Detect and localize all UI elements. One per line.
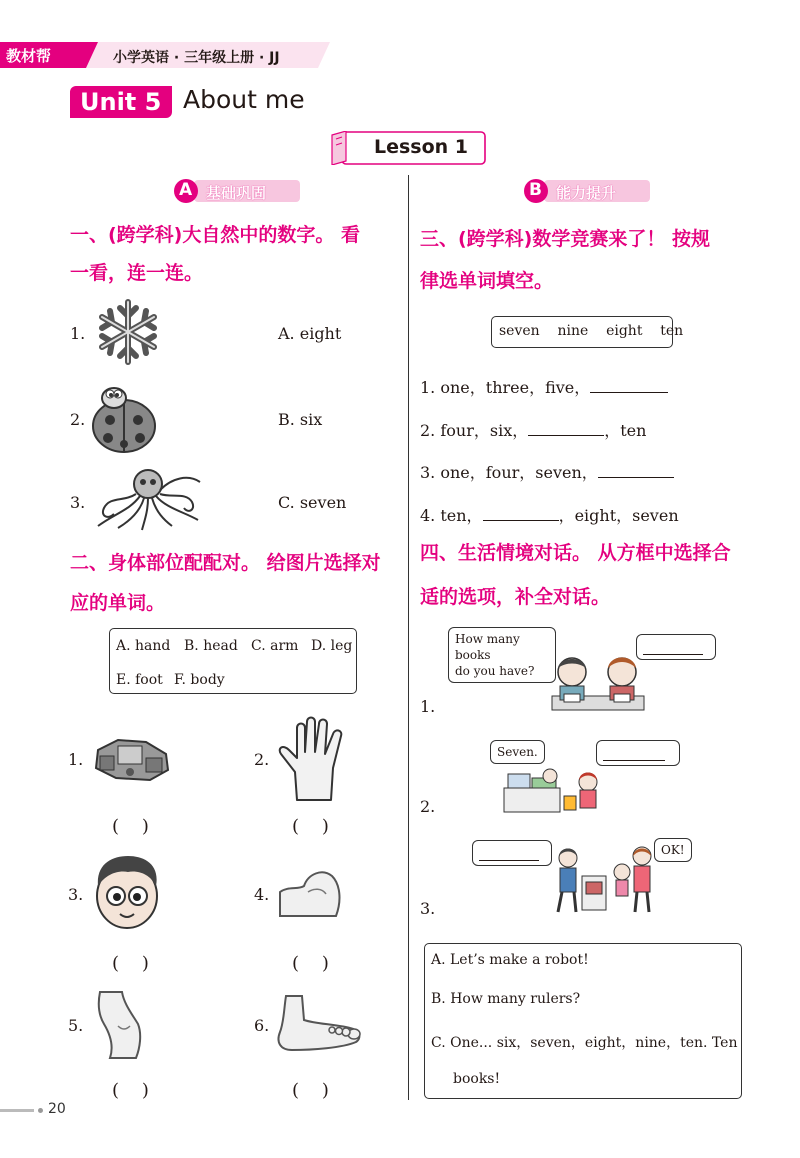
shop-scene-icon — [502, 768, 606, 814]
foot-icon — [272, 994, 364, 1054]
answer-blank[interactable] — [590, 378, 668, 393]
header-bar — [0, 42, 330, 68]
footer-rule — [0, 1109, 34, 1112]
page-number: 20 — [48, 1101, 66, 1117]
brand-label: 教材帮 — [6, 47, 52, 65]
speech-bubble: How many books do you have? — [448, 627, 556, 683]
footer-dot — [38, 1108, 43, 1113]
lesson-title-box — [330, 131, 486, 165]
speech-bubble: Seven. — [490, 740, 545, 764]
option-a: A. Let’s make a robot! — [431, 952, 589, 968]
section-b-header — [522, 177, 652, 205]
fill-blank-item: 1. one，three，five， — [420, 375, 668, 398]
unit-badge: Unit 5 — [70, 86, 172, 118]
fill-blank-item: 3. one，four，seven， — [420, 460, 674, 483]
section-a-label: 基础巩固 — [206, 184, 267, 202]
section-a-letter: A — [179, 180, 193, 200]
fill-blank-item: 2. four，six， ，ten — [420, 421, 647, 440]
hand-icon — [275, 716, 355, 802]
robot-body-icon — [88, 732, 174, 784]
option-foot: E. foot — [116, 672, 163, 688]
dialog-options-box — [424, 943, 742, 1099]
snowflake-icon — [88, 298, 168, 366]
answer-blank[interactable] — [598, 463, 674, 478]
speech-bubble: OK! — [654, 838, 692, 862]
answer-speech-bubble[interactable] — [596, 740, 680, 766]
two-kids-reading-icon — [546, 646, 648, 716]
section-a-header — [172, 177, 302, 205]
option-body: F. body — [174, 672, 225, 688]
answer-blank[interactable] — [528, 421, 604, 436]
option-c: C. One... six，seven，eight，nine，ten. Ten — [431, 1035, 738, 1051]
option-leg: D. leg — [311, 638, 353, 654]
body-parts-option-box — [109, 628, 357, 694]
column-divider — [408, 175, 409, 1100]
answer-speech-bubble[interactable] — [636, 634, 716, 660]
book-subtitle: 小学英语 · 三年级上册 · JJ — [113, 50, 280, 66]
ladybug-icon — [88, 384, 160, 454]
option-arm: C. arm — [251, 638, 299, 654]
lesson-label: Lesson 1 — [374, 136, 469, 158]
option-c-continued: books! — [453, 1071, 501, 1087]
word-bank: seven nine eight ten — [491, 316, 673, 348]
leg-icon — [92, 990, 146, 1060]
answer-speech-bubble[interactable] — [472, 840, 552, 866]
section-b-letter: B — [529, 180, 542, 200]
option-b: B. How many rulers? — [431, 991, 581, 1007]
kids-robot-box-icon — [546, 846, 658, 914]
option-head: B. head — [184, 638, 238, 654]
option-hand: A. hand — [116, 638, 171, 654]
octopus-icon — [88, 468, 206, 532]
fill-blank-item: 4. ten， ，eight，seven — [420, 506, 679, 525]
answer-blank[interactable] — [483, 506, 559, 521]
unit-title: About me — [183, 85, 305, 114]
arm-icon — [278, 866, 344, 918]
footer — [0, 1100, 100, 1122]
section-b-label: 能力提升 — [556, 184, 617, 202]
boy-head-icon — [90, 852, 164, 932]
